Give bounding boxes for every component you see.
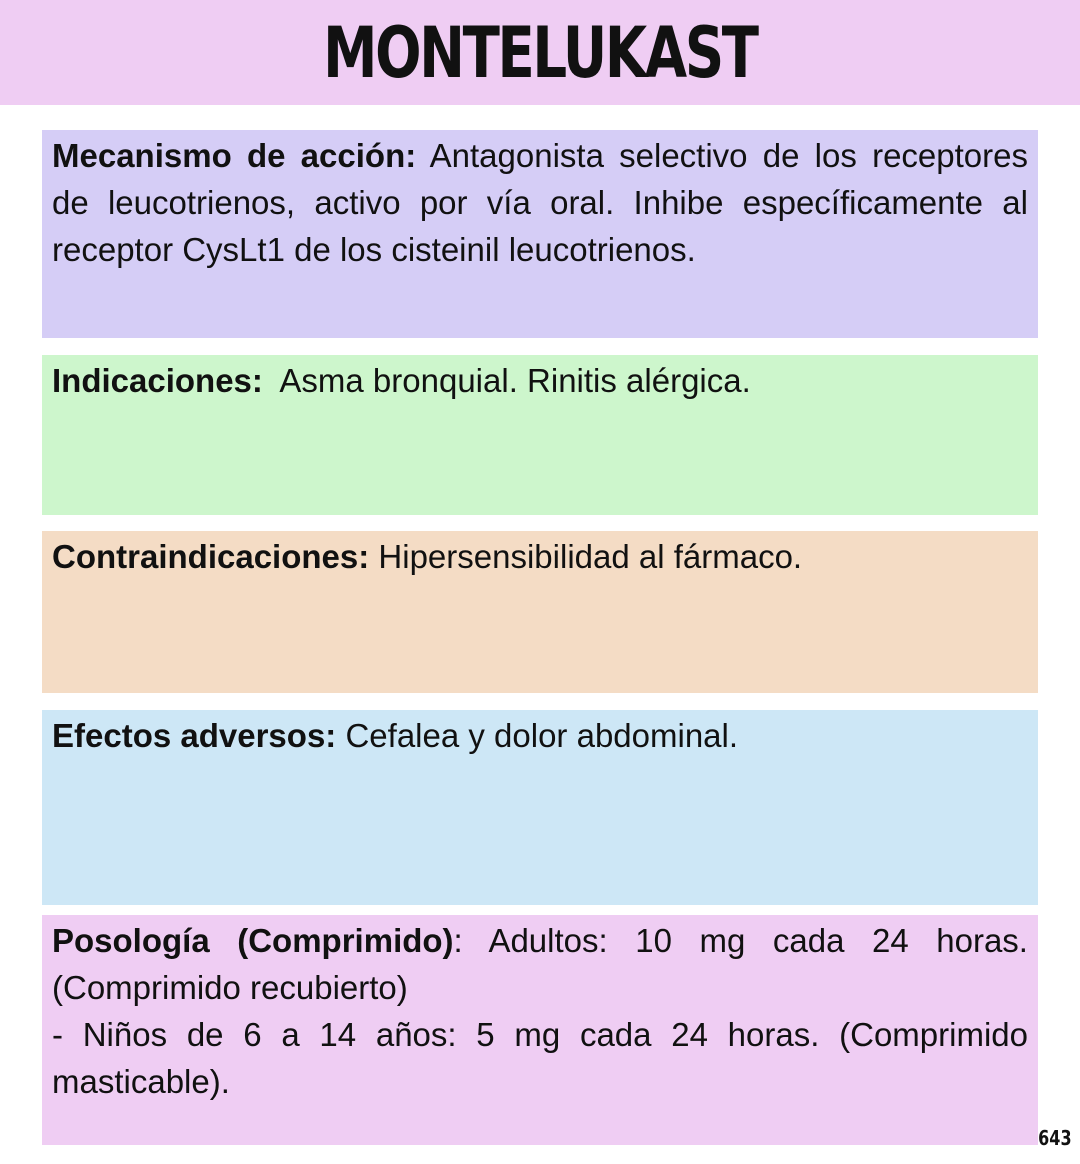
section-text-children: - Niños de 6 a 14 años: 5 mg cada 24 horas. (Comprimido masticable). (52, 1016, 1028, 1100)
section-label: Efectos adversos: (52, 717, 337, 754)
section-adverse-effects (42, 710, 1038, 905)
section-text: : Adultos: 10 mg cada 24 horas. (Comprimido recubierto) (52, 922, 1028, 1006)
section-text: Asma bronquial. Rinitis alérgica. (262, 362, 751, 399)
section-contraindications (42, 531, 1038, 693)
section-text: Antagonista selectivo de los receptores de leucotrienos, activo por vía oral. Inhibe específicamente al receptor CysLt1 de los cisteinil leucotrienos. (52, 137, 1028, 268)
section-dosage (42, 915, 1038, 1145)
section-indications (42, 355, 1038, 515)
page-title: MONTELUKAST (323, 11, 757, 94)
section-text: Cefalea y dolor abdominal. (336, 717, 739, 754)
section-label: Indicaciones: (52, 362, 263, 399)
section-label: Mecanismo de acción: (52, 137, 417, 174)
title-banner (0, 0, 1080, 105)
section-mechanism (42, 130, 1038, 338)
page-number: 643 (1038, 1126, 1072, 1150)
section-label: Posología (Comprimido) (52, 922, 454, 959)
section-text: Hipersensibilidad al fármaco. (369, 538, 803, 575)
section-label: Contraindicaciones: (52, 538, 370, 575)
